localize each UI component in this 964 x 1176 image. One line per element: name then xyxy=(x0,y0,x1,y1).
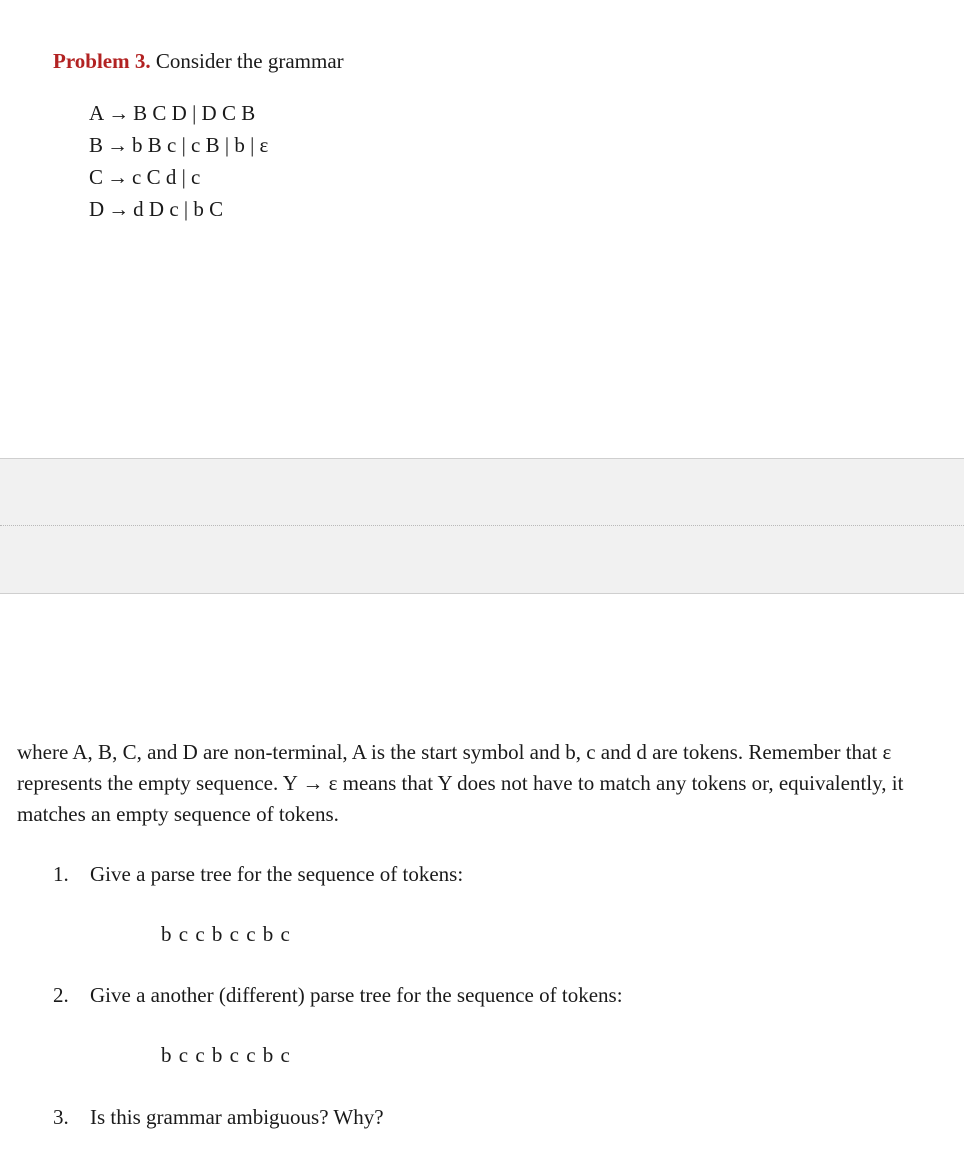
question-number: 1. xyxy=(53,862,69,886)
grammar-rule xyxy=(89,193,268,225)
rule-lhs: C xyxy=(89,165,104,189)
arrow-icon: → xyxy=(107,133,129,157)
grammar-rule xyxy=(89,129,268,161)
arrow-icon: → xyxy=(107,165,129,189)
question-number: 3. xyxy=(53,1105,69,1129)
question-1 xyxy=(53,860,463,888)
page-break-divider xyxy=(0,458,964,594)
rule-lhs: A xyxy=(89,101,105,125)
rule-lhs: D xyxy=(89,197,105,221)
rule-rhs: B C D | D C B xyxy=(133,101,256,125)
problem-intro: Consider the grammar xyxy=(155,49,344,73)
grammar-rule xyxy=(89,97,268,129)
rule-lhs: B xyxy=(89,133,104,157)
problem-label: Problem 3. xyxy=(53,49,151,73)
question-text: Give a another (different) parse tree for the sequence of tokens: xyxy=(90,983,623,1007)
question-2 xyxy=(53,981,623,1009)
arrow-icon: → xyxy=(108,101,130,125)
problem-heading xyxy=(53,47,344,75)
grammar-description: where A, B, C, and D are non-terminal, A is the start symbol and b, c and d are tokens. Remember that ε represents the empty sequence. Y → ε means that Y does not have to match any tokens or, equivalently, it matches an empty sequence of tokens. xyxy=(17,740,904,826)
token-sequence-2: b c c b c c b c xyxy=(161,1043,291,1067)
question-text: Give a parse tree for the sequence of tokens: xyxy=(90,862,464,886)
grammar-rules xyxy=(89,97,268,225)
question-3 xyxy=(53,1103,384,1131)
token-sequence-1: b c c b c c b c xyxy=(161,922,291,946)
question-text: Is this grammar ambiguous? Why? xyxy=(90,1105,384,1129)
rule-rhs: b B c | c B | b | ε xyxy=(132,133,269,157)
page-break-dotted-line xyxy=(0,525,964,526)
grammar-rule xyxy=(89,161,268,193)
question-number: 2. xyxy=(53,983,69,1007)
rule-rhs: d D c | b C xyxy=(133,197,224,221)
rule-rhs: c C d | c xyxy=(132,165,201,189)
arrow-icon: → xyxy=(108,197,130,221)
